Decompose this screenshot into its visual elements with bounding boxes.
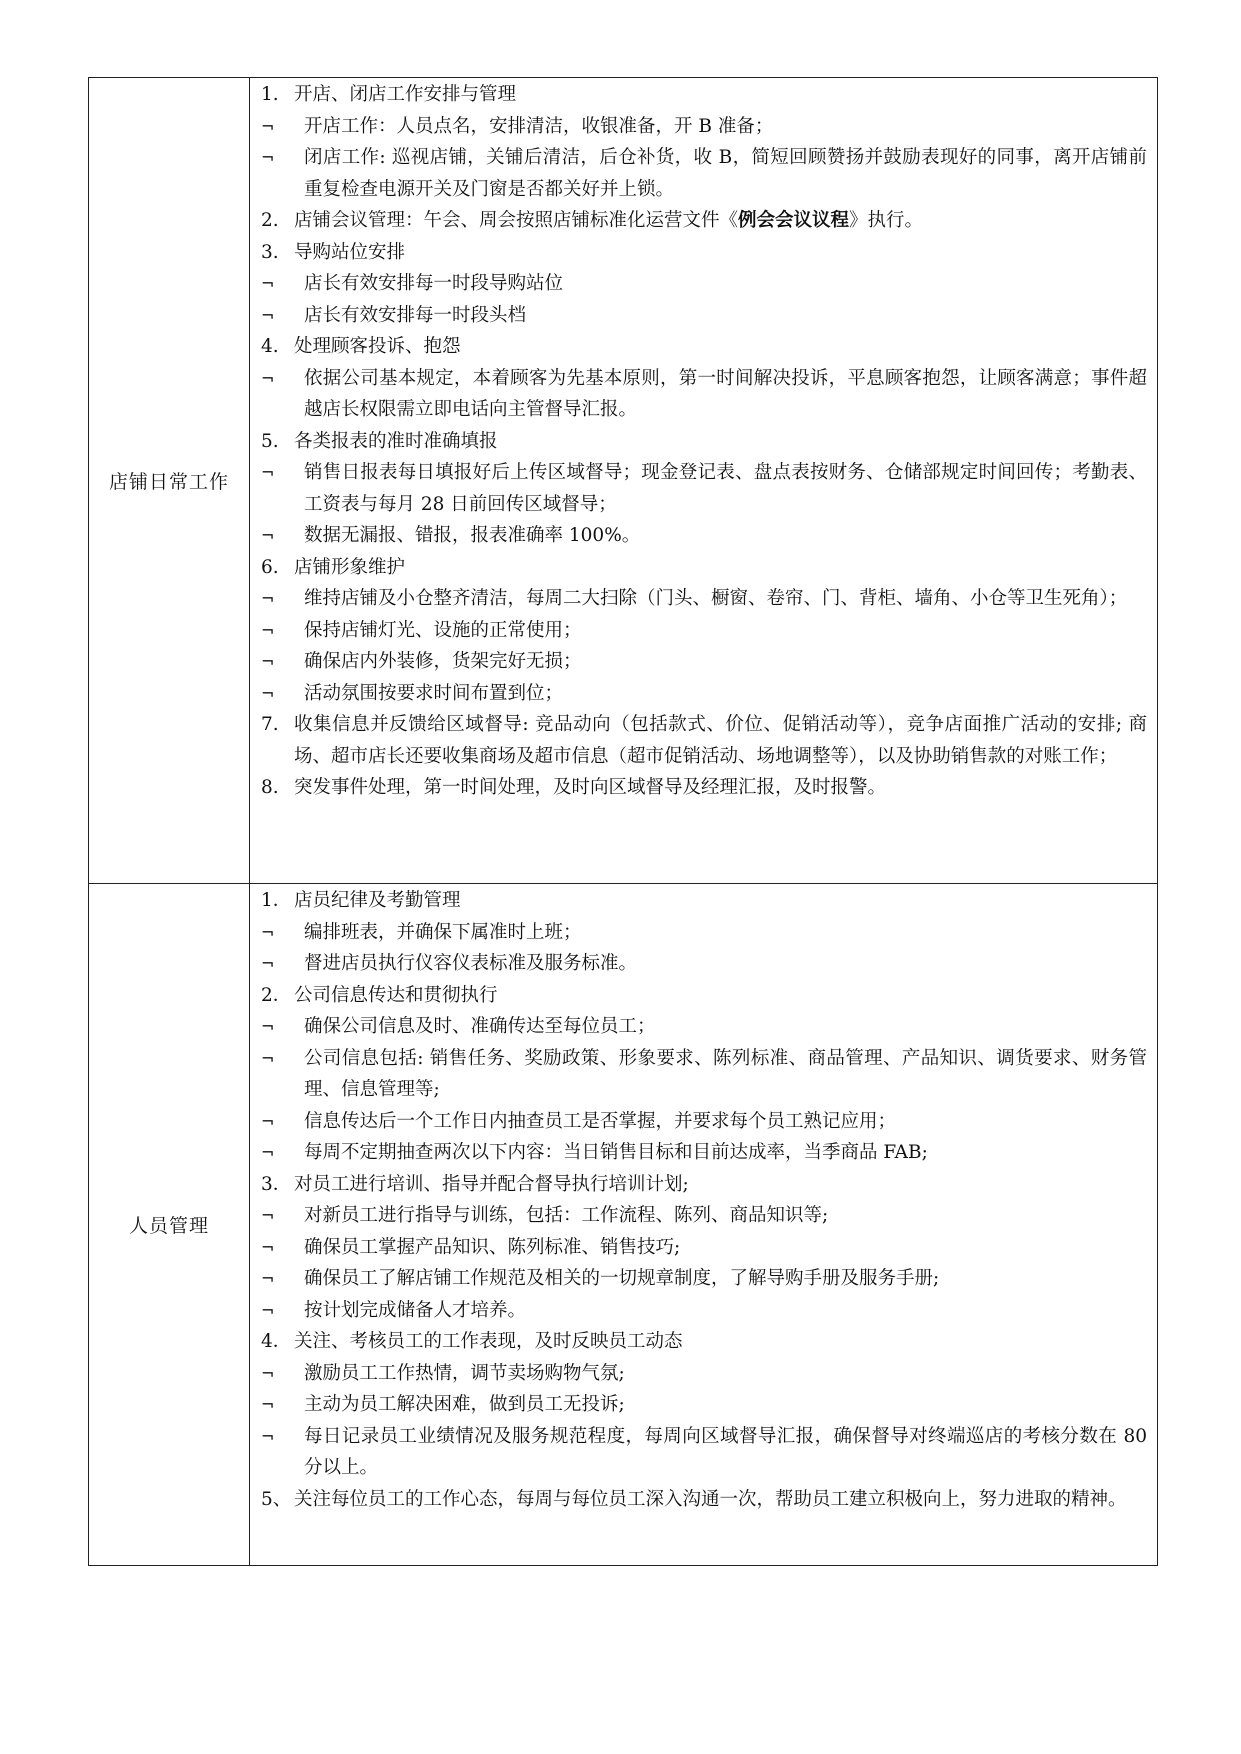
item-text: 确保员工了解店铺工作规范及相关的一切规章制度，了解导购手册及服务手册; bbox=[304, 1268, 940, 1289]
item-text: 收集信息并反馈给区域督导: 竞品动向（包括款式、价位、促销活动等），竞争店面推广活动的安排; 商场、超市店长还要收集商场及超市信息（超市促销活动、场地调整等），以及协助销售款的对账工作； bbox=[294, 714, 1147, 767]
item-text: 对员工进行培训、指导并配合督导执行培训计划; bbox=[294, 1173, 689, 1195]
item-text-before: 店铺会议管理：午会、周会按照店铺标准化运营文件《 bbox=[294, 210, 739, 231]
item-number: 6. bbox=[261, 556, 279, 578]
item-text: 公司信息传达和贯彻执行 bbox=[294, 984, 498, 1006]
item-text: 店长有效安排每一时段导购站位 bbox=[304, 273, 564, 294]
section-row-daily-work bbox=[89, 78, 1158, 884]
list-item bbox=[250, 457, 1147, 520]
item-text: 销售日报表每日填报好后上传区域督导；现金登记表、盘点表按财务、仓储部规定时间回传；考勤表、工资表与每月 28 日前回传区域督导； bbox=[304, 462, 1147, 515]
list-item bbox=[250, 615, 1147, 647]
list-item bbox=[250, 772, 1147, 804]
list-item bbox=[250, 331, 1147, 363]
duty-table bbox=[88, 77, 1158, 1566]
list-item bbox=[250, 268, 1147, 300]
list-item bbox=[250, 363, 1147, 426]
item-number: 4. bbox=[261, 336, 279, 357]
item-text: 维持店铺及小仓整齐清洁，每周二大扫除（门头、橱窗、卷帘、门、背柜、墙角、小仓等卫生死角）； bbox=[304, 588, 1128, 609]
list-item bbox=[250, 1421, 1147, 1484]
item-text: 店长有效安排每一时段头档 bbox=[304, 304, 527, 326]
bullet-icon: ¬ bbox=[261, 1363, 275, 1383]
bullet-icon: ¬ bbox=[261, 305, 275, 325]
bullet-icon: ¬ bbox=[261, 526, 275, 545]
list-item bbox=[250, 1106, 1147, 1138]
list-item bbox=[250, 1043, 1147, 1106]
item-text: 开店工作：人员点名，安排清洁，收银准备，开 B 准备； bbox=[304, 115, 774, 137]
list-item bbox=[250, 1389, 1147, 1421]
item-text: 确保员工掌握产品知识、陈列标准、销售技巧; bbox=[304, 1236, 681, 1258]
bullet-icon: ¬ bbox=[261, 368, 275, 388]
item-text: 主动为员工解决困难，做到员工无投诉; bbox=[304, 1394, 625, 1415]
item-number: 7. bbox=[261, 714, 279, 735]
item-text: 按计划完成储备人才培养。 bbox=[304, 1299, 527, 1321]
item-text: 数据无漏报、错报，报表准确率 100%。 bbox=[304, 525, 641, 546]
item-text: 闭店工作: 巡视店铺，关铺后清洁，后仓补货，收 B，简短回顾赞扬并鼓励表现好的同事，离开店铺前重复检查电源开关及门窗是否都关好并上锁。 bbox=[304, 147, 1147, 200]
bullet-icon: ¬ bbox=[261, 1269, 275, 1288]
item-text: 导购站位安排 bbox=[294, 241, 406, 263]
bullet-icon: ¬ bbox=[261, 922, 275, 942]
list-item bbox=[250, 1295, 1147, 1327]
content-cell bbox=[250, 78, 1158, 884]
item-number: 8. bbox=[261, 777, 279, 798]
item-text: 店铺形象维护 bbox=[294, 556, 406, 578]
item-text: 每周不定期抽查两次以下内容：当日销售目标和目前达成率，当季商品 FAB; bbox=[304, 1142, 928, 1163]
bullet-icon: ¬ bbox=[261, 274, 275, 293]
list-item bbox=[250, 520, 1147, 552]
bullet-icon: ¬ bbox=[261, 954, 275, 973]
bullet-icon: ¬ bbox=[261, 1048, 275, 1068]
list-item bbox=[250, 709, 1147, 772]
list-item bbox=[250, 205, 1147, 237]
list-item bbox=[250, 142, 1147, 205]
bullet-icon: ¬ bbox=[261, 589, 275, 608]
section-row-staff-management bbox=[89, 884, 1158, 1566]
item-text: 关注、考核员工的工作表现，及时反映员工动态 bbox=[294, 1331, 683, 1352]
list-item bbox=[250, 1326, 1147, 1358]
list-item bbox=[250, 1232, 1147, 1264]
bullet-icon: ¬ bbox=[261, 1017, 275, 1036]
bullet-icon: ¬ bbox=[261, 1111, 275, 1131]
bullet-icon: ¬ bbox=[261, 148, 275, 167]
list-item bbox=[250, 1200, 1147, 1232]
content-cell bbox=[250, 884, 1158, 1566]
category-label: 店铺日常工作 bbox=[108, 471, 229, 493]
item-number: 4． bbox=[261, 1331, 292, 1352]
bullet-icon: ¬ bbox=[261, 1143, 275, 1162]
category-label: 人员管理 bbox=[128, 1215, 209, 1237]
list-item bbox=[250, 1484, 1147, 1516]
item-text: 信息传达后一个工作日内抽查员工是否掌握，并要求每个员工熟记应用； bbox=[304, 1110, 897, 1132]
item-text: 依据公司基本规定，本着顾客为先基本原则，第一时间解决投诉，平息顾客抱怨，让顾客满意；事件超越店长权限需立即电话向主管督导汇报。 bbox=[304, 367, 1147, 420]
item-text: 确保公司信息及时、准确传达至每位员工； bbox=[304, 1016, 656, 1037]
bullet-icon: ¬ bbox=[261, 1237, 275, 1257]
list-item bbox=[250, 426, 1147, 458]
item-text: 各类报表的准时准确填报 bbox=[294, 430, 498, 452]
item-number: 3． bbox=[261, 1173, 292, 1195]
list-item bbox=[250, 1137, 1147, 1169]
bullet-icon: ¬ bbox=[261, 1426, 275, 1446]
item-text: 活动氛围按要求时间布置到位； bbox=[304, 682, 564, 704]
item-text-after: 》执行。 bbox=[849, 210, 924, 231]
item-text: 店员纪律及考勤管理 bbox=[294, 890, 461, 911]
list-item bbox=[250, 646, 1147, 678]
list-item bbox=[250, 79, 1147, 111]
bullet-icon: ¬ bbox=[261, 683, 275, 703]
item-text: 激励员工工作热情，调节卖场购物气氛; bbox=[304, 1362, 625, 1384]
item-text: 突发事件处理，第一时间处理，及时向区域督导及经理汇报，及时报警。 bbox=[294, 777, 887, 798]
bullet-icon: ¬ bbox=[261, 1206, 275, 1225]
item-text: 编排班表，并确保下属准时上班； bbox=[304, 921, 582, 943]
item-text: 开店、闭店工作安排与管理 bbox=[294, 84, 517, 105]
document-name-bold: 例会会议议程 bbox=[738, 210, 850, 231]
item-text: 处理顾客投诉、抱怨 bbox=[294, 336, 461, 357]
item-text: 督进店员执行仪容仪表标准及服务标准。 bbox=[304, 953, 638, 974]
item-number: 2. bbox=[261, 210, 279, 231]
bullet-icon: ¬ bbox=[261, 463, 275, 482]
item-text: 关注每位员工的工作心态，每周与每位员工深入沟通一次，帮助员工建立积极向上，努力进取的精神。 bbox=[294, 1488, 1127, 1510]
item-text: 保持店铺灯光、设施的正常使用； bbox=[304, 619, 582, 641]
list-item bbox=[250, 917, 1147, 949]
item-text: 每日记录员工业绩情况及服务规范程度，每周向区域督导汇报，确保督导对终端巡店的考核分数在 80 分以上。 bbox=[304, 1425, 1147, 1478]
item-text: 公司信息包括: 销售任务、奖励政策、形象要求、陈列标准、商品管理、产品知识、调货要求、财务管理、信息管理等; bbox=[304, 1047, 1147, 1100]
list-item bbox=[250, 583, 1147, 615]
bullet-icon: ¬ bbox=[261, 620, 275, 640]
list-item bbox=[250, 980, 1147, 1012]
list-item bbox=[250, 1011, 1147, 1043]
list-item bbox=[250, 552, 1147, 584]
bullet-icon: ¬ bbox=[261, 652, 275, 671]
item-number: 2． bbox=[261, 984, 292, 1006]
list-item bbox=[250, 678, 1147, 710]
item-text bbox=[294, 205, 1147, 237]
bullet-icon: ¬ bbox=[261, 1300, 275, 1320]
item-number: 3. bbox=[261, 241, 279, 263]
bullet-icon: ¬ bbox=[261, 116, 275, 136]
bullet-icon: ¬ bbox=[261, 1395, 275, 1414]
list-item bbox=[250, 1169, 1147, 1201]
list-item bbox=[250, 948, 1147, 980]
item-text: 对新员工进行指导与训练，包括：工作流程、陈列、商品知识等; bbox=[304, 1205, 829, 1226]
list-item bbox=[250, 111, 1147, 143]
category-cell bbox=[89, 884, 250, 1566]
category-cell bbox=[89, 78, 250, 884]
list-item bbox=[250, 885, 1147, 917]
item-number: 5、 bbox=[261, 1488, 292, 1510]
item-number: 1． bbox=[261, 890, 292, 911]
list-item bbox=[250, 1263, 1147, 1295]
list-item bbox=[250, 1358, 1147, 1390]
list-item bbox=[250, 300, 1147, 332]
item-text: 确保店内外装修，货架完好无损； bbox=[304, 651, 582, 672]
list-item bbox=[250, 237, 1147, 269]
item-number: 1. bbox=[261, 84, 279, 105]
item-number: 5. bbox=[261, 430, 279, 452]
